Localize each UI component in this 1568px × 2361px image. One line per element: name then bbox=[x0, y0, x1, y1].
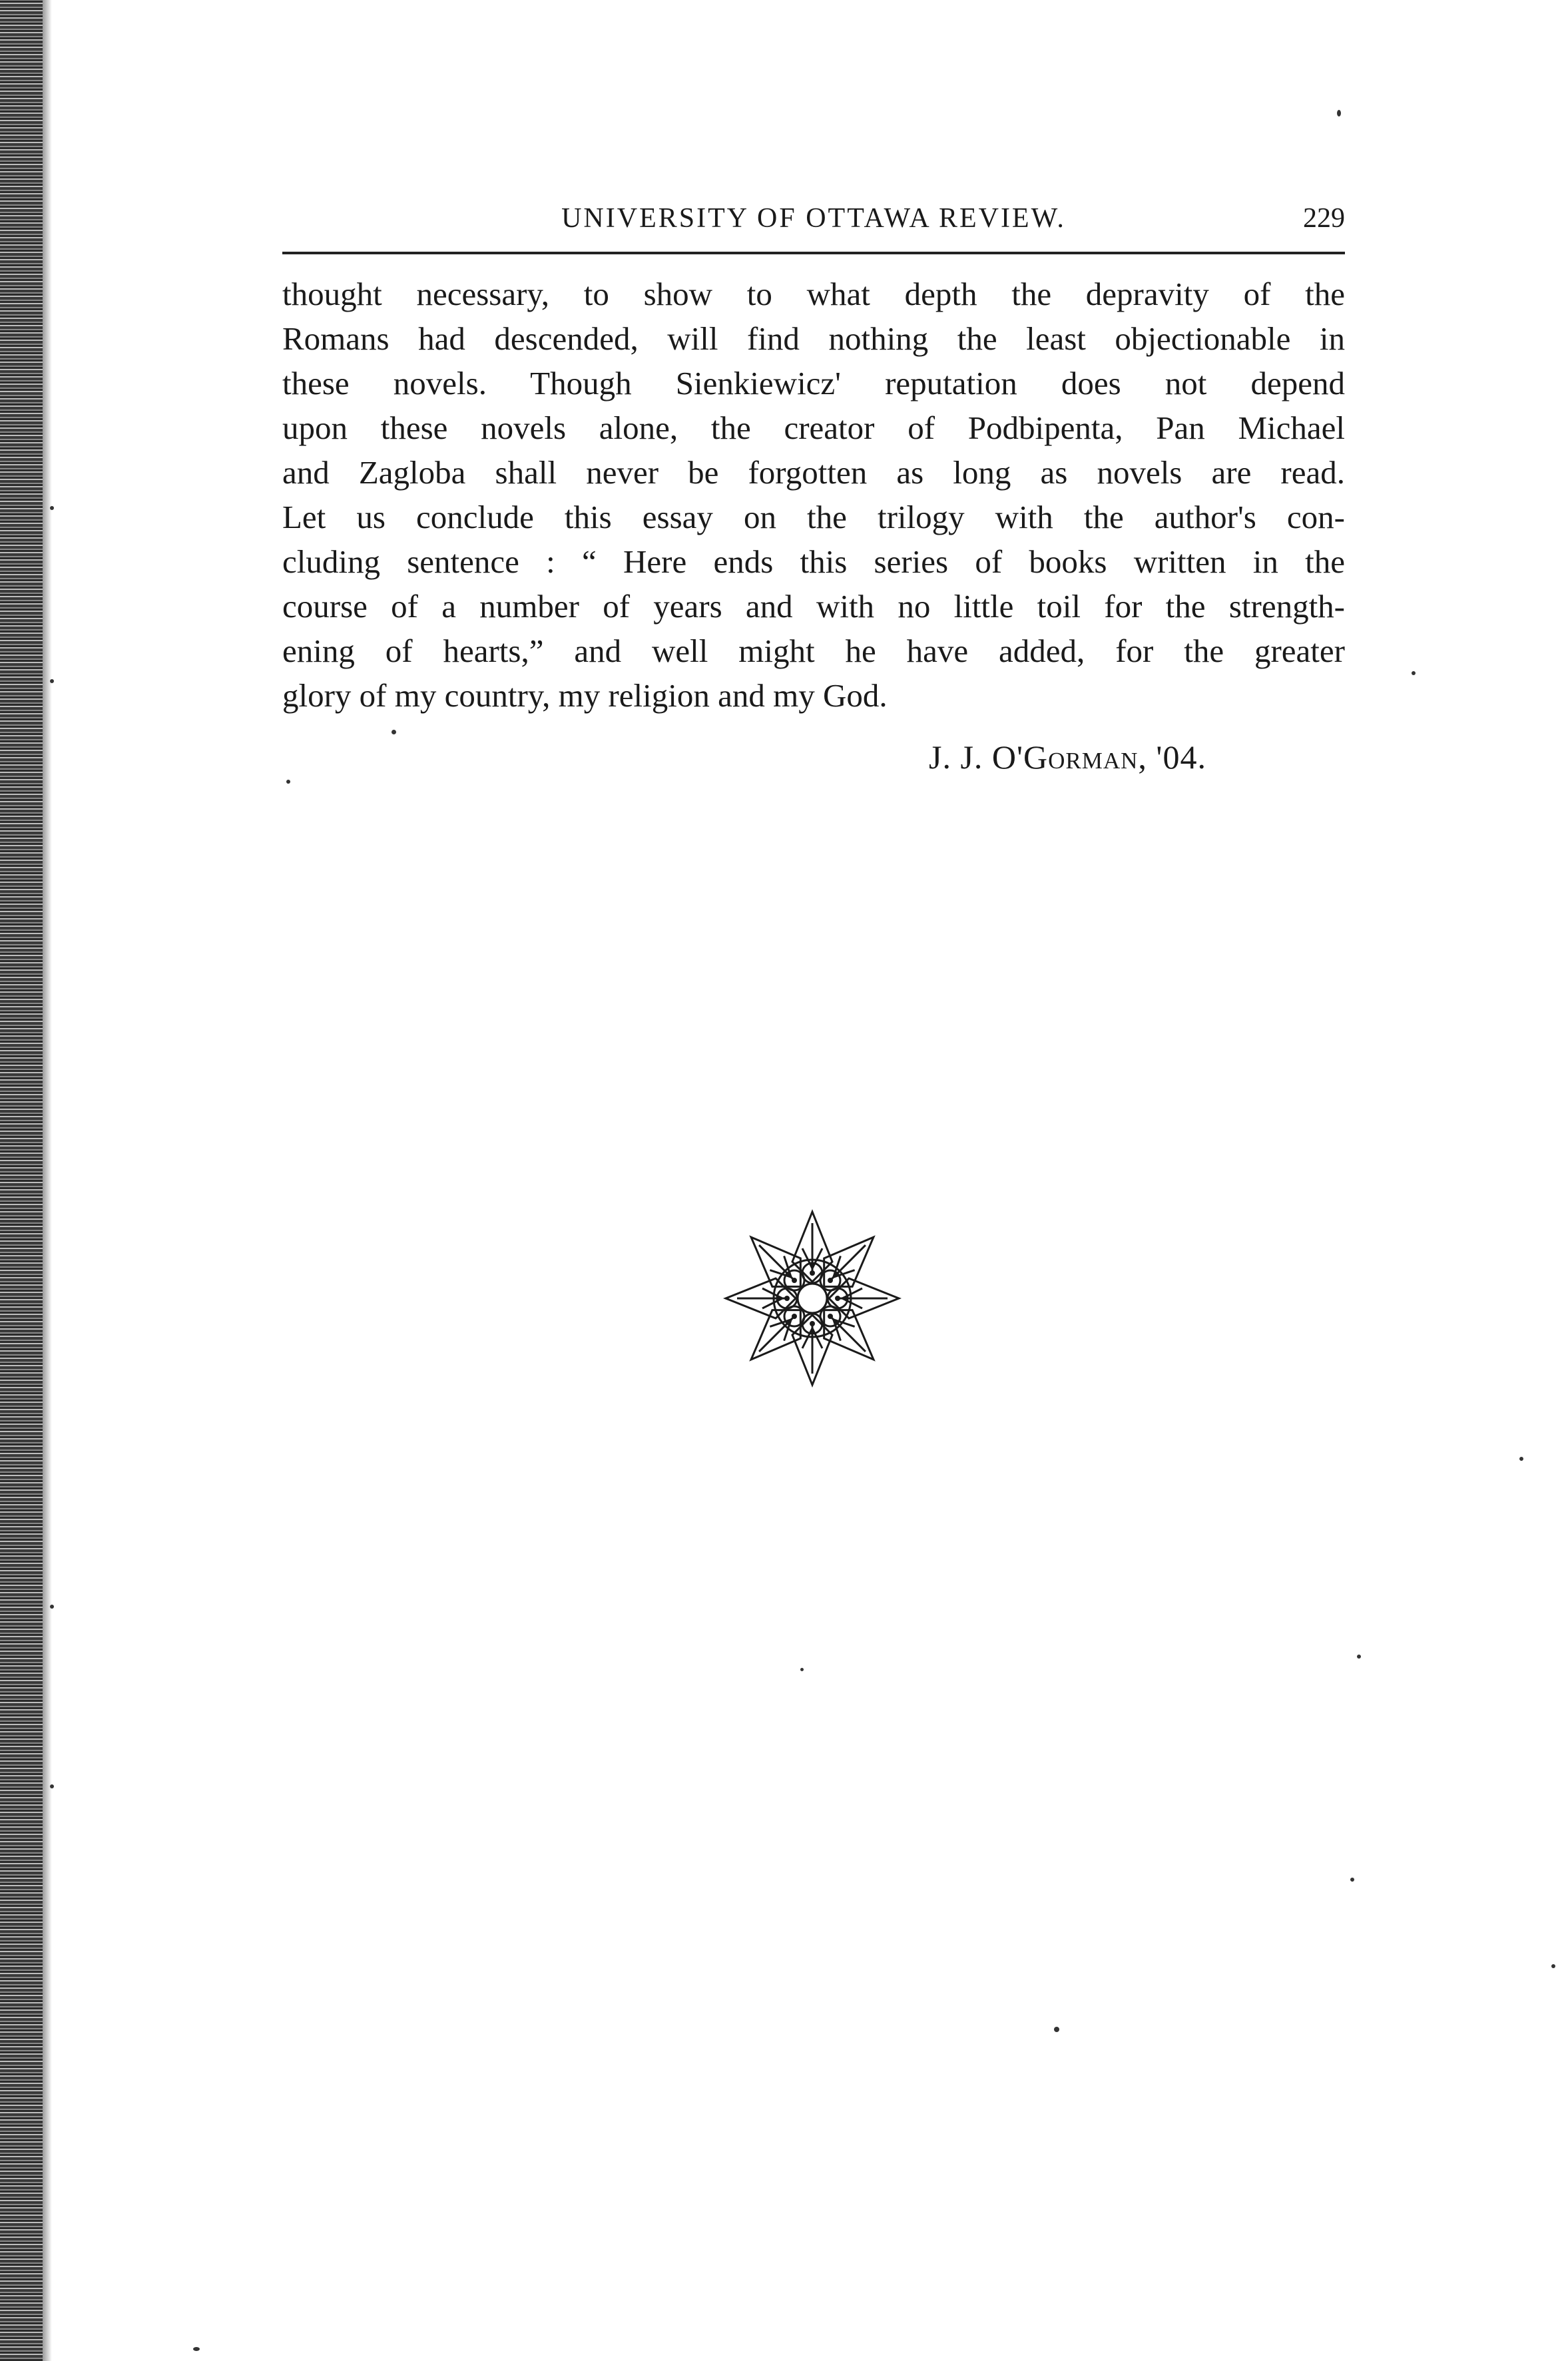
text-line: course of a number of years and with no little toil for the strength- bbox=[282, 588, 1345, 625]
text-line: Romans had descended, will find nothing the least objectionable in bbox=[282, 320, 1345, 357]
text-line: ening of hearts,” and well might he have added, for the greater bbox=[282, 633, 1345, 669]
floral-star-ornament-icon bbox=[722, 1208, 902, 1388]
text-line: these novels. Though Sienkiewicz' reputation does not depend bbox=[282, 365, 1345, 401]
book-binding-edge bbox=[0, 0, 43, 2361]
scan-speck bbox=[1412, 671, 1416, 675]
scan-speck bbox=[50, 679, 54, 683]
scan-speck bbox=[50, 506, 54, 510]
scan-speck bbox=[1519, 1457, 1523, 1461]
scan-speck bbox=[50, 1784, 54, 1788]
text-line: cluding sentence : “ Here ends this series of books written in the bbox=[282, 543, 1345, 580]
text-line: thought necessary, to show to what depth the depravity of the bbox=[282, 276, 1345, 312]
scan-speck bbox=[1337, 110, 1341, 117]
author-signature: J. J. O'Gorman, '04. bbox=[929, 738, 1206, 776]
body-text bbox=[282, 272, 1345, 718]
page-number: 229 bbox=[1303, 203, 1345, 234]
text-line: glory of my country, my religion and my God. bbox=[282, 677, 888, 714]
scan-speck bbox=[193, 2347, 200, 2351]
scan-speck bbox=[286, 780, 290, 784]
text-line: and Zagloba shall never be forgotten as long as novels are read. bbox=[282, 454, 1345, 491]
scan-speck bbox=[392, 730, 396, 734]
page-header bbox=[282, 198, 1345, 238]
text-line: upon these novels alone, the creator of Podbipenta, Pan Michael bbox=[282, 409, 1345, 446]
scan-speck bbox=[1350, 1878, 1354, 1882]
binding-shadow bbox=[43, 0, 52, 2361]
header-rule bbox=[282, 252, 1345, 254]
scan-speck bbox=[50, 1605, 54, 1609]
scan-speck bbox=[1551, 1964, 1555, 1968]
scan-speck bbox=[1054, 2027, 1059, 2032]
running-head: UNIVERSITY OF OTTAWA REVIEW. bbox=[561, 203, 1066, 234]
scan-speck bbox=[1357, 1655, 1361, 1659]
scan-speck bbox=[800, 1668, 804, 1671]
text-line: Let us conclude this essay on the trilogy with the author's con- bbox=[282, 499, 1345, 535]
